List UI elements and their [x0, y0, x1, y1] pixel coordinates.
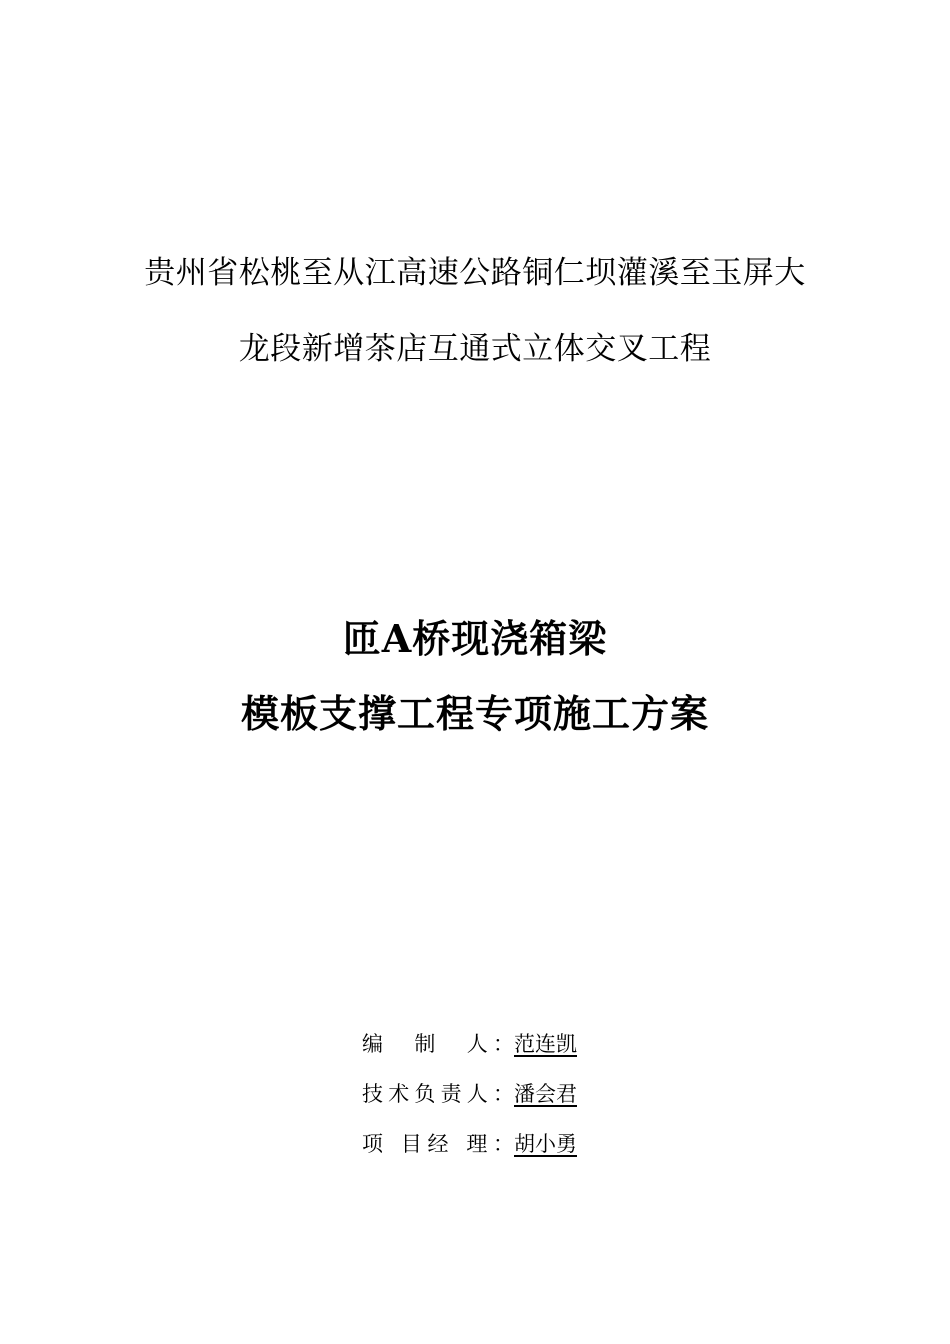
project-title-line-2: 龙段新增茶店互通式立体交叉工程 [238, 331, 712, 367]
technical-lead-label: 技术负责人： [362, 1082, 514, 1106]
signature-row-compiler [362, 1026, 662, 1076]
signature-row-technical-lead [362, 1076, 662, 1126]
project-manager-label: 项 目经 理： [362, 1132, 514, 1156]
document-title-line-2: 模板支撑工程专项施工方案 [240, 691, 709, 736]
project-title-line-1: 贵州省松桃至从江高速公路铜仁坝灌溪至玉屏大 [144, 255, 806, 291]
compiler-name: 范连凯 [514, 1032, 577, 1056]
compiler-label: 编 制 人： [362, 1032, 514, 1056]
document-title-line-1: 匝A桥现浇箱梁 [342, 616, 608, 661]
signature-row-project-manager [362, 1126, 662, 1176]
signature-block [362, 1026, 662, 1176]
technical-lead-name: 潘会君 [514, 1082, 577, 1106]
project-manager-name: 胡小勇 [514, 1132, 577, 1156]
